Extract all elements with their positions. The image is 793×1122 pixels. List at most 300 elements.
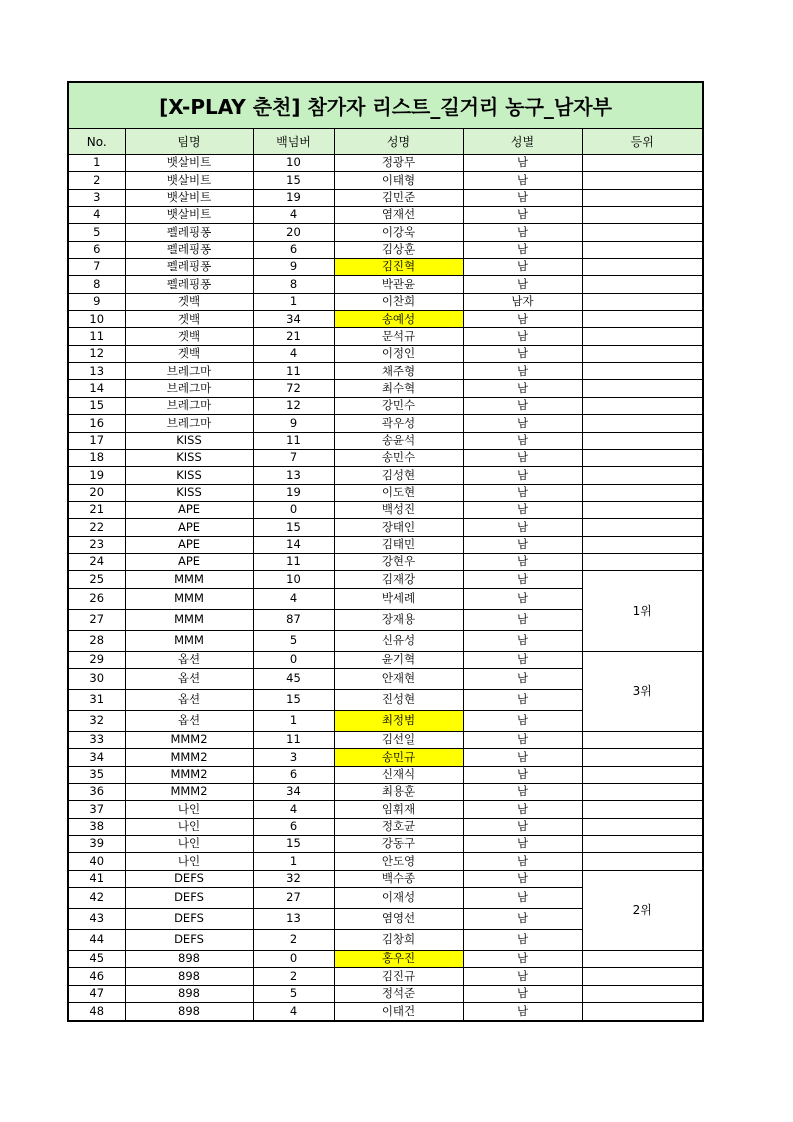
cell-team: 898 <box>125 951 253 968</box>
cell-name: 송예성 <box>334 311 463 328</box>
cell-name: 안도영 <box>334 853 463 870</box>
cell-team: MMM2 <box>125 766 253 783</box>
cell-team: 898 <box>125 968 253 985</box>
cell-team: KISS <box>125 484 253 501</box>
cell-name: 곽우성 <box>334 415 463 432</box>
table-row <box>69 397 702 414</box>
cell-rank-empty <box>582 553 702 570</box>
cell-back-number: 87 <box>253 609 334 630</box>
cell-team: 나인 <box>125 818 253 835</box>
cell-back-number: 15 <box>253 689 334 710</box>
header-no: No. <box>69 129 125 155</box>
cell-gender: 남 <box>463 766 582 783</box>
cell-no: 10 <box>69 311 125 328</box>
table-row <box>69 484 702 501</box>
cell-name: 채주형 <box>334 363 463 380</box>
cell-team: APE <box>125 501 253 518</box>
cell-back-number: 5 <box>253 985 334 1002</box>
cell-no: 33 <box>69 731 125 748</box>
cell-back-number: 0 <box>253 951 334 968</box>
cell-back-number: 2 <box>253 930 334 951</box>
cell-rank-empty <box>582 801 702 818</box>
cell-back-number: 3 <box>253 749 334 766</box>
cell-team: APE <box>125 519 253 536</box>
cell-team: 브레그마 <box>125 363 253 380</box>
table-row <box>69 1003 702 1020</box>
cell-rank: 3위 <box>582 651 702 731</box>
cell-gender: 남 <box>463 651 582 668</box>
cell-team: APE <box>125 553 253 570</box>
cell-no: 42 <box>69 888 125 909</box>
cell-gender: 남 <box>463 241 582 258</box>
cell-gender: 남 <box>463 224 582 241</box>
cell-team: 뱃살비트 <box>125 207 253 224</box>
cell-back-number: 34 <box>253 311 334 328</box>
cell-gender: 남 <box>463 276 582 293</box>
cell-gender: 남 <box>463 259 582 276</box>
cell-gender: 남 <box>463 588 582 609</box>
cell-rank-empty <box>582 259 702 276</box>
cell-back-number: 9 <box>253 415 334 432</box>
table-row <box>69 172 702 189</box>
sheet-title: [X-PLAY 춘천] 참가자 리스트_길거리 농구_남자부 <box>69 83 702 129</box>
cell-name: 백수종 <box>334 870 463 887</box>
table-row <box>69 363 702 380</box>
cell-name: 이태형 <box>334 172 463 189</box>
cell-no: 28 <box>69 630 125 651</box>
cell-gender: 남 <box>463 501 582 518</box>
cell-gender: 남 <box>463 380 582 397</box>
cell-gender: 남 <box>463 553 582 570</box>
cell-team: DEFS <box>125 930 253 951</box>
cell-gender: 남 <box>463 668 582 689</box>
cell-team: MMM <box>125 630 253 651</box>
cell-name: 염재선 <box>334 207 463 224</box>
cell-gender: 남 <box>463 888 582 909</box>
cell-name: 김재강 <box>334 571 463 588</box>
cell-name: 신유성 <box>334 630 463 651</box>
cell-rank-empty <box>582 241 702 258</box>
header-team: 팀명 <box>125 129 253 155</box>
cell-back-number: 11 <box>253 731 334 748</box>
cell-gender: 남 <box>463 818 582 835</box>
cell-gender: 남 <box>463 731 582 748</box>
cell-back-number: 72 <box>253 380 334 397</box>
cell-name: 최정범 <box>334 710 463 731</box>
cell-no: 32 <box>69 710 125 731</box>
cell-no: 45 <box>69 951 125 968</box>
cell-gender: 남 <box>463 951 582 968</box>
cell-rank-empty <box>582 467 702 484</box>
cell-no: 29 <box>69 651 125 668</box>
cell-rank-empty <box>582 985 702 1002</box>
cell-gender: 남 <box>463 749 582 766</box>
cell-team: 뱃살비트 <box>125 189 253 206</box>
cell-back-number: 11 <box>253 363 334 380</box>
cell-team: 뱃살비트 <box>125 172 253 189</box>
cell-rank-empty <box>582 749 702 766</box>
cell-back-number: 19 <box>253 484 334 501</box>
cell-back-number: 0 <box>253 501 334 518</box>
cell-no: 21 <box>69 501 125 518</box>
cell-no: 24 <box>69 553 125 570</box>
cell-gender: 남 <box>463 519 582 536</box>
header-name: 성명 <box>334 129 463 155</box>
cell-team: MMM <box>125 571 253 588</box>
cell-gender: 남 <box>463 172 582 189</box>
cell-rank-empty <box>582 328 702 345</box>
cell-no: 46 <box>69 968 125 985</box>
cell-no: 23 <box>69 536 125 553</box>
cell-name: 김진규 <box>334 968 463 985</box>
table-row <box>69 853 702 870</box>
cell-gender: 남 <box>463 985 582 1002</box>
cell-name: 이태건 <box>334 1003 463 1020</box>
cell-team: 898 <box>125 1003 253 1020</box>
cell-gender: 남 <box>463 397 582 414</box>
cell-rank-empty <box>582 536 702 553</box>
cell-name: 이재성 <box>334 888 463 909</box>
cell-gender: 남 <box>463 311 582 328</box>
cell-no: 35 <box>69 766 125 783</box>
cell-gender: 남 <box>463 449 582 466</box>
participant-sheet <box>67 81 704 1022</box>
table-row <box>69 224 702 241</box>
cell-gender: 남 <box>463 415 582 432</box>
cell-no: 27 <box>69 609 125 630</box>
cell-rank: 1위 <box>582 571 702 651</box>
cell-back-number: 19 <box>253 189 334 206</box>
cell-no: 14 <box>69 380 125 397</box>
cell-no: 1 <box>69 155 125 172</box>
cell-rank-empty <box>582 397 702 414</box>
cell-name: 정석준 <box>334 985 463 1002</box>
cell-name: 강동구 <box>334 836 463 853</box>
cell-team: 898 <box>125 985 253 1002</box>
cell-gender: 남 <box>463 783 582 800</box>
cell-name: 이도현 <box>334 484 463 501</box>
table-row <box>69 836 702 853</box>
cell-no: 25 <box>69 571 125 588</box>
cell-back-number: 12 <box>253 397 334 414</box>
cell-back-number: 13 <box>253 467 334 484</box>
cell-team: MMM <box>125 609 253 630</box>
cell-gender: 남 <box>463 484 582 501</box>
cell-team: 브레그마 <box>125 380 253 397</box>
table-row <box>69 241 702 258</box>
cell-name: 문석규 <box>334 328 463 345</box>
cell-rank-empty <box>582 293 702 310</box>
cell-back-number: 4 <box>253 588 334 609</box>
table-row <box>69 731 702 748</box>
cell-name: 김진혁 <box>334 259 463 276</box>
cell-no: 40 <box>69 853 125 870</box>
cell-rank-empty <box>582 501 702 518</box>
cell-back-number: 9 <box>253 259 334 276</box>
cell-gender: 남 <box>463 467 582 484</box>
cell-name: 강현우 <box>334 553 463 570</box>
cell-name: 김성현 <box>334 467 463 484</box>
cell-name: 신재식 <box>334 766 463 783</box>
table-row <box>69 783 702 800</box>
cell-team: 옵션 <box>125 710 253 731</box>
cell-name: 이찬희 <box>334 293 463 310</box>
table-row <box>69 415 702 432</box>
cell-no: 4 <box>69 207 125 224</box>
cell-no: 22 <box>69 519 125 536</box>
cell-rank-empty <box>582 172 702 189</box>
cell-rank-empty <box>582 1003 702 1020</box>
cell-back-number: 4 <box>253 207 334 224</box>
cell-back-number: 0 <box>253 651 334 668</box>
cell-team: 나인 <box>125 801 253 818</box>
cell-back-number: 1 <box>253 293 334 310</box>
cell-gender: 남 <box>463 630 582 651</box>
table-row <box>69 345 702 362</box>
cell-no: 38 <box>69 818 125 835</box>
cell-back-number: 11 <box>253 553 334 570</box>
cell-back-number: 6 <box>253 241 334 258</box>
cell-gender: 남 <box>463 345 582 362</box>
cell-name: 백성진 <box>334 501 463 518</box>
cell-team: MMM <box>125 588 253 609</box>
cell-name: 송민규 <box>334 749 463 766</box>
table-row <box>69 749 702 766</box>
cell-gender: 남 <box>463 836 582 853</box>
cell-rank-empty <box>582 484 702 501</box>
cell-name: 강민수 <box>334 397 463 414</box>
cell-back-number: 20 <box>253 224 334 241</box>
cell-no: 13 <box>69 363 125 380</box>
cell-no: 17 <box>69 432 125 449</box>
cell-no: 2 <box>69 172 125 189</box>
cell-back-number: 1 <box>253 853 334 870</box>
table-row <box>69 467 702 484</box>
table-row <box>69 536 702 553</box>
cell-team: 펠레핑퐁 <box>125 241 253 258</box>
table-row <box>69 328 702 345</box>
cell-back-number: 15 <box>253 172 334 189</box>
cell-rank-empty <box>582 853 702 870</box>
cell-no: 20 <box>69 484 125 501</box>
table-row <box>69 259 702 276</box>
cell-back-number: 21 <box>253 328 334 345</box>
cell-rank-empty <box>582 818 702 835</box>
cell-rank-empty <box>582 276 702 293</box>
cell-gender: 남자 <box>463 293 582 310</box>
table-row <box>69 951 702 968</box>
header-gender: 성별 <box>463 129 582 155</box>
cell-gender: 남 <box>463 328 582 345</box>
cell-rank-empty <box>582 415 702 432</box>
table-row <box>69 432 702 449</box>
cell-rank-empty <box>582 968 702 985</box>
cell-back-number: 6 <box>253 818 334 835</box>
header-rank: 등위 <box>582 129 702 155</box>
cell-gender: 남 <box>463 1003 582 1020</box>
cell-no: 43 <box>69 909 125 930</box>
cell-no: 11 <box>69 328 125 345</box>
cell-rank-empty <box>582 380 702 397</box>
cell-back-number: 34 <box>253 783 334 800</box>
cell-back-number: 4 <box>253 801 334 818</box>
cell-back-number: 13 <box>253 909 334 930</box>
cell-gender: 남 <box>463 930 582 951</box>
table-row <box>69 818 702 835</box>
table-row <box>69 155 702 172</box>
cell-no: 5 <box>69 224 125 241</box>
cell-name: 김태민 <box>334 536 463 553</box>
cell-team: 옵션 <box>125 651 253 668</box>
cell-rank-empty <box>582 836 702 853</box>
cell-no: 39 <box>69 836 125 853</box>
cell-gender: 남 <box>463 968 582 985</box>
cell-team: APE <box>125 536 253 553</box>
cell-name: 정호균 <box>334 818 463 835</box>
cell-no: 7 <box>69 259 125 276</box>
cell-name: 홍우진 <box>334 951 463 968</box>
cell-rank-empty <box>582 224 702 241</box>
cell-back-number: 10 <box>253 571 334 588</box>
cell-team: 나인 <box>125 853 253 870</box>
table-row <box>69 519 702 536</box>
cell-rank-empty <box>582 311 702 328</box>
cell-back-number: 14 <box>253 536 334 553</box>
cell-gender: 남 <box>463 207 582 224</box>
cell-no: 19 <box>69 467 125 484</box>
table-header-row <box>69 129 702 155</box>
cell-back-number: 4 <box>253 1003 334 1020</box>
cell-rank-empty <box>582 449 702 466</box>
table-row <box>69 801 702 818</box>
cell-no: 8 <box>69 276 125 293</box>
header-back-number: 백넘버 <box>253 129 334 155</box>
cell-team: KISS <box>125 432 253 449</box>
cell-back-number: 5 <box>253 630 334 651</box>
cell-back-number: 2 <box>253 968 334 985</box>
cell-team: MMM2 <box>125 749 253 766</box>
cell-name: 송윤석 <box>334 432 463 449</box>
cell-no: 34 <box>69 749 125 766</box>
cell-gender: 남 <box>463 432 582 449</box>
cell-no: 30 <box>69 668 125 689</box>
cell-team: DEFS <box>125 870 253 887</box>
cell-gender: 남 <box>463 363 582 380</box>
cell-no: 15 <box>69 397 125 414</box>
table-row <box>69 276 702 293</box>
cell-gender: 남 <box>463 155 582 172</box>
table-row <box>69 311 702 328</box>
cell-name: 박관윤 <box>334 276 463 293</box>
cell-no: 6 <box>69 241 125 258</box>
cell-name: 윤기혁 <box>334 651 463 668</box>
cell-back-number: 15 <box>253 519 334 536</box>
cell-name: 최수혁 <box>334 380 463 397</box>
cell-rank-empty <box>582 345 702 362</box>
cell-team: 펠레핑퐁 <box>125 276 253 293</box>
participant-table <box>69 129 702 1020</box>
cell-gender: 남 <box>463 870 582 887</box>
cell-back-number: 8 <box>253 276 334 293</box>
cell-no: 47 <box>69 985 125 1002</box>
table-row <box>69 380 702 397</box>
table-row <box>69 968 702 985</box>
cell-name: 김창희 <box>334 930 463 951</box>
cell-no: 9 <box>69 293 125 310</box>
table-row <box>69 189 702 206</box>
cell-gender: 남 <box>463 189 582 206</box>
table-row <box>69 985 702 1002</box>
cell-gender: 남 <box>463 801 582 818</box>
cell-team: 겟백 <box>125 293 253 310</box>
cell-name: 김상훈 <box>334 241 463 258</box>
cell-no: 48 <box>69 1003 125 1020</box>
table-row <box>69 449 702 466</box>
cell-name: 김민준 <box>334 189 463 206</box>
cell-name: 박세례 <box>334 588 463 609</box>
cell-gender: 남 <box>463 853 582 870</box>
cell-name: 장태인 <box>334 519 463 536</box>
cell-rank-empty <box>582 951 702 968</box>
cell-team: MMM2 <box>125 731 253 748</box>
cell-rank: 2위 <box>582 870 702 950</box>
cell-team: MMM2 <box>125 783 253 800</box>
cell-no: 36 <box>69 783 125 800</box>
cell-back-number: 45 <box>253 668 334 689</box>
cell-back-number: 1 <box>253 710 334 731</box>
cell-name: 김선일 <box>334 731 463 748</box>
cell-rank-empty <box>582 155 702 172</box>
cell-name: 임휘재 <box>334 801 463 818</box>
cell-rank-empty <box>582 189 702 206</box>
cell-rank-empty <box>582 783 702 800</box>
cell-team: 브레그마 <box>125 415 253 432</box>
cell-back-number: 6 <box>253 766 334 783</box>
cell-no: 41 <box>69 870 125 887</box>
cell-team: 펠레핑퐁 <box>125 259 253 276</box>
cell-name: 염영선 <box>334 909 463 930</box>
cell-no: 18 <box>69 449 125 466</box>
cell-team: 겟백 <box>125 311 253 328</box>
cell-team: DEFS <box>125 909 253 930</box>
cell-name: 송민수 <box>334 449 463 466</box>
cell-back-number: 10 <box>253 155 334 172</box>
cell-name: 최용훈 <box>334 783 463 800</box>
cell-name: 정광무 <box>334 155 463 172</box>
cell-gender: 남 <box>463 609 582 630</box>
cell-team: 겟백 <box>125 328 253 345</box>
cell-gender: 남 <box>463 571 582 588</box>
cell-rank-empty <box>582 207 702 224</box>
table-row <box>69 766 702 783</box>
cell-rank-empty <box>582 363 702 380</box>
table-row <box>69 870 702 887</box>
cell-rank-empty <box>582 519 702 536</box>
table-row <box>69 501 702 518</box>
cell-team: 브레그마 <box>125 397 253 414</box>
cell-back-number: 7 <box>253 449 334 466</box>
table-row <box>69 553 702 570</box>
cell-no: 26 <box>69 588 125 609</box>
cell-back-number: 15 <box>253 836 334 853</box>
cell-gender: 남 <box>463 536 582 553</box>
cell-back-number: 32 <box>253 870 334 887</box>
cell-team: 옵션 <box>125 689 253 710</box>
cell-name: 이정인 <box>334 345 463 362</box>
cell-no: 31 <box>69 689 125 710</box>
cell-back-number: 27 <box>253 888 334 909</box>
cell-back-number: 11 <box>253 432 334 449</box>
